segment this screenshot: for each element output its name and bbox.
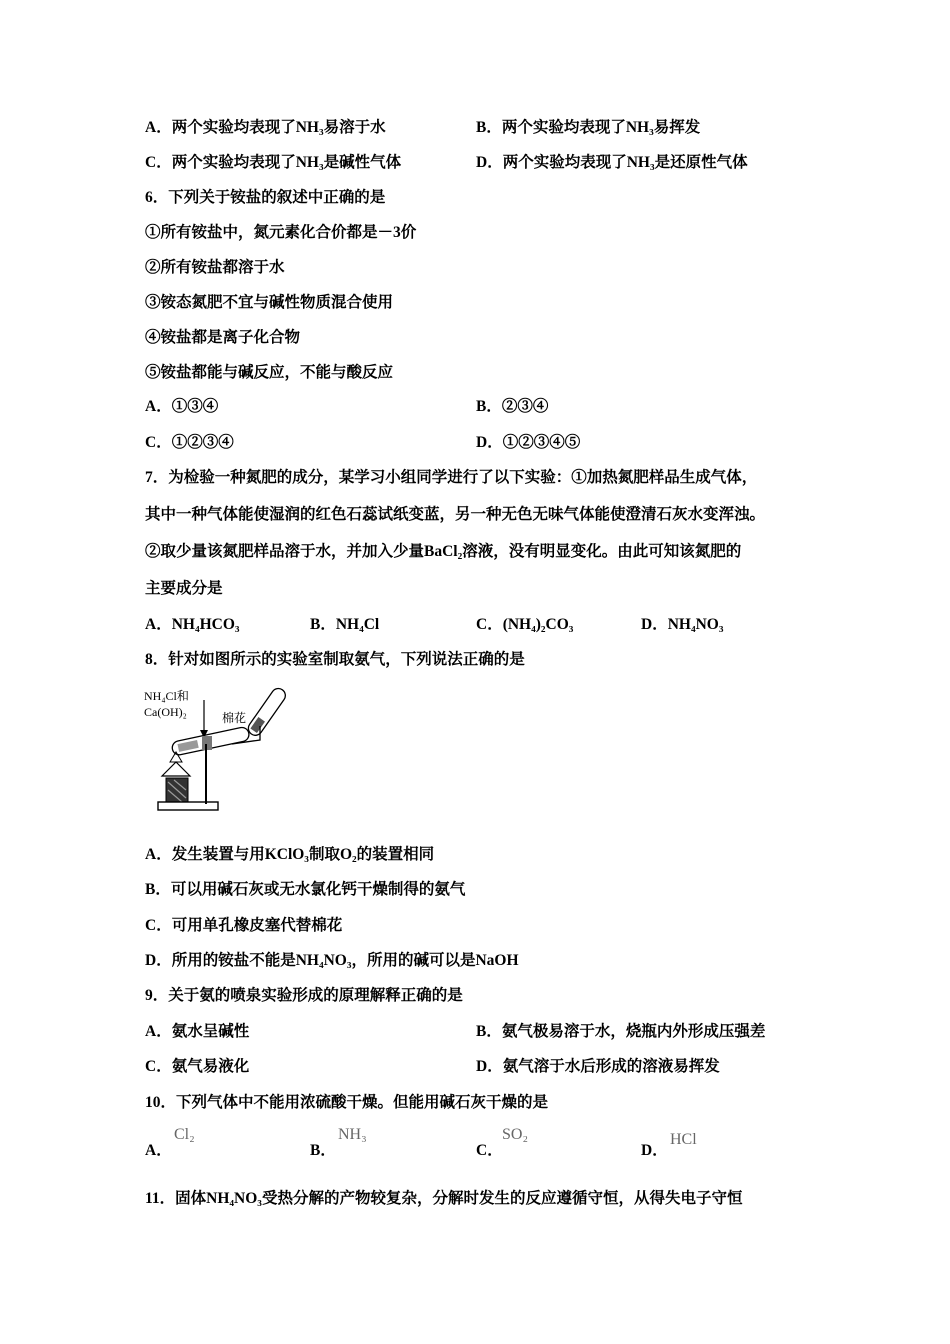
- q5-option-d: D．两个实验均表现了NH₃是还原性气体: [476, 154, 748, 171]
- q6-option-b: B．②③④: [476, 398, 549, 415]
- q10-option-b-label: B．: [310, 1142, 336, 1159]
- q11-stem-line-1: 11．固体NH₄NO₃受热分解的产物较复杂，分解时发生的反应遵循守恒，从得失电子守恒: [145, 1190, 743, 1207]
- q7-option-c: C．(NH₄)₂CO₃: [476, 616, 574, 633]
- q6-option-d: D．①②③④⑤: [476, 434, 581, 451]
- q10-formula-b: NH₃: [338, 1126, 367, 1143]
- q10-stem: 10．下列气体中不能用浓硫酸干燥。但能用碱石灰干燥的是: [145, 1094, 549, 1111]
- q8-stem: 8．针对如图所示的实验室制取氨气，下列说法正确的是: [145, 651, 525, 668]
- q6-option-c: C．①②③④: [145, 434, 234, 451]
- q10-formula-d: HCl: [670, 1131, 697, 1148]
- q7-option-b: B．NH₄Cl: [310, 616, 380, 633]
- q5-option-a: A．两个实验均表现了NH₃易溶于水: [145, 119, 386, 136]
- q10-formula-a: Cl₂: [174, 1126, 195, 1143]
- apparatus-diagram: [142, 686, 292, 812]
- lamp-top: [162, 762, 190, 776]
- q8-option-a: A．发生装置与用KClO₃制取O₂的装置相同: [145, 846, 435, 863]
- fig-label-cotton: 棉花: [222, 711, 247, 725]
- q7-stem-line-4: 主要成分是: [145, 580, 223, 597]
- fig-label-reactants-1: NH₄Cl和: [144, 689, 189, 703]
- q9-stem: 9．关于氨的喷泉实验形成的原理解释正确的是: [145, 987, 463, 1004]
- ammonia-apparatus-figure: [142, 686, 292, 812]
- q9-option-a: A．氨水呈碱性: [145, 1023, 250, 1040]
- q9-option-d: D．氨气溶于水后形成的溶液易挥发: [476, 1058, 720, 1075]
- q9-option-b: B．氨气极易溶于水，烧瓶内外形成压强差: [476, 1023, 766, 1040]
- q6-stem: 6．下列关于铵盐的叙述中正确的是: [145, 189, 386, 206]
- q7-option-d: D．NH₄NO₃: [641, 616, 724, 633]
- q9-option-c: C．氨气易液化: [145, 1058, 250, 1075]
- q10-option-a-label: A．: [145, 1142, 172, 1159]
- q6-statement-1: ①所有铵盐中，氮元素化合价都是－3价: [145, 224, 417, 241]
- q6-statement-2: ②所有铵盐都溶于水: [145, 259, 285, 276]
- q10-option-c-label: C．: [476, 1142, 503, 1159]
- collection-tube: [246, 686, 288, 738]
- q5-option-b: B．两个实验均表现了NH₃易挥发: [476, 119, 701, 136]
- q6-statement-5: ⑤铵盐都能与碱反应，不能与酸反应: [145, 364, 394, 381]
- q7-stem-line-1: 7．为检验一种氮肥的成分，某学习小组同学进行了以下实验：①加热氮肥样品生成气体，: [145, 469, 758, 486]
- q7-stem-line-3: ②取少量该氮肥样品溶于水，并加入少量BaCl₂溶液，没有明显变化。由此可知该氮肥的: [145, 543, 742, 560]
- q7-option-a: A．NH₄HCO₃: [145, 616, 240, 633]
- q7-stem-line-2: 其中一种气体能使湿润的红色石蕊试纸变蓝，另一种无色无味气体能使澄清石灰水变浑浊。: [145, 506, 766, 523]
- stand-base: [158, 802, 218, 810]
- q6-option-a: A．①③④: [145, 398, 219, 415]
- q10-formula-c: SO₂: [502, 1126, 529, 1143]
- q6-statement-4: ④铵盐都是离子化合物: [145, 329, 301, 346]
- fig-label-reactants-2: Ca(OH)₂: [144, 705, 187, 719]
- q6-statement-3: ③铵态氮肥不宜与碱性物质混合使用: [145, 294, 394, 311]
- q5-option-c: C．两个实验均表现了NH₃是碱性气体: [145, 154, 402, 171]
- q8-option-d: D．所用的铵盐不能是NH₄NO₃，所用的碱可以是NaOH: [145, 952, 519, 969]
- q10-option-d-label: D．: [641, 1142, 668, 1159]
- q8-option-c: C．可用单孔橡皮塞代替棉花: [145, 917, 343, 934]
- q8-option-b: B．可以用碱石灰或无水氯化钙干燥制得的氨气: [145, 881, 466, 898]
